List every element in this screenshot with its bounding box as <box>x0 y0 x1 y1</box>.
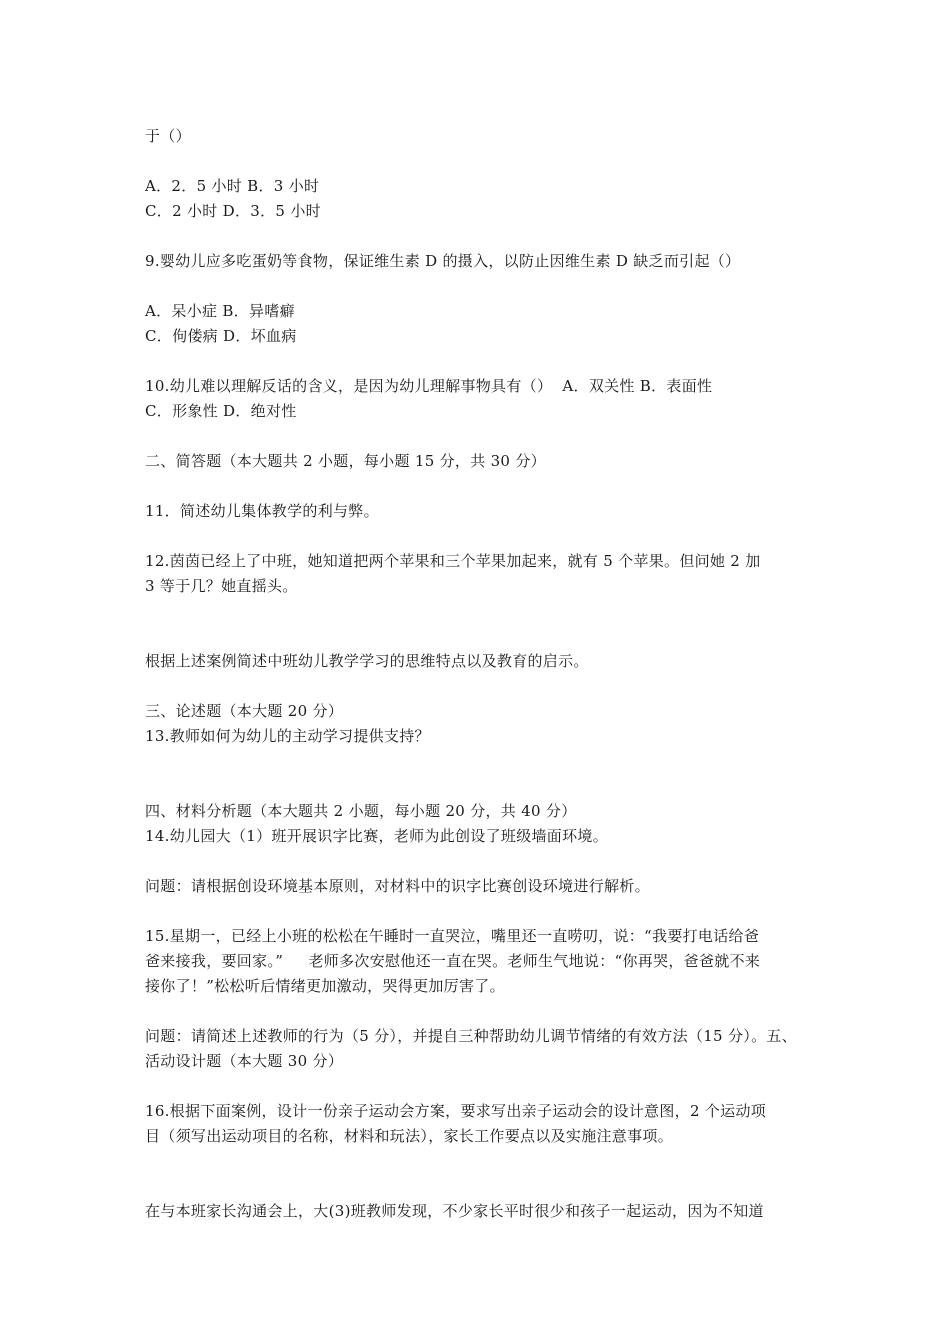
text-line: 3 等于几？她直摇头。 <box>145 577 298 595</box>
text-line: 目（须写出运动项目的名称，材料和玩法），家长工作要点以及实施注意事项。 <box>145 1127 674 1145</box>
text-line: 9.婴幼儿应多吃蛋奶等食物，保证维生素 D 的摄入，以防止因维生素 D 缺乏而引起（） <box>145 252 741 270</box>
text-line: 根据上述案例简述中班幼儿教学学习的思维特点以及教育的启示。 <box>145 652 589 670</box>
text-line: A．呆小症 B．异嗜癖 <box>145 302 295 320</box>
section-heading: 三、论述题（本大题 20 分） <box>145 702 344 720</box>
section-heading: 二、简答题（本大题共 2 小题，每小题 15 分，共 30 分） <box>145 452 546 470</box>
text-line: 12.茵茵已经上了中班，她知道把两个苹果和三个苹果加起来，就有 5 个苹果。但问她 2 加 <box>145 552 761 570</box>
text-line: 问题：请根据创设环境基本原则，对材料中的识字比赛创设环境进行解析。 <box>145 877 650 895</box>
text-line: 于（） <box>145 127 191 145</box>
text-line: 15.星期一，已经上小班的松松在午睡时一直哭泣，嘴里还一直唠叨，说：“我要打电话给爸 <box>145 927 760 945</box>
text-line: 14.幼儿园大（1）班开展识字比赛，老师为此创设了班级墙面环境。 <box>145 827 609 845</box>
text-line: 16.根据下面案例，设计一份亲子运动会方案，要求写出亲子运动会的设计意图，2 个运动项 <box>145 1102 767 1120</box>
text-line: 问题：请简述上述教师的行为（5 分），并提自三种帮助幼儿调节情绪的有效方法（15 分）。五、 <box>145 1027 797 1045</box>
text-line: A．2．5 小时 B．3 小时 <box>145 177 320 195</box>
text-line: 11．简述幼儿集体教学的利与弊。 <box>145 502 379 520</box>
section-heading: 四、材料分析题（本大题共 2 小题，每小题 20 分，共 40 分） <box>145 802 577 820</box>
text-line: 活动设计题（本大题 30 分） <box>145 1052 344 1070</box>
text-line: C．2 小时 D．3．5 小时 <box>145 202 321 220</box>
text-line: C．佝偻病 D．坏血病 <box>145 327 297 345</box>
text-line: 10.幼儿难以理解反话的含义，是因为幼儿理解事物具有（） A．双关性 B．表面性 <box>145 377 713 395</box>
text-line: C．形象性 D．绝对性 <box>145 402 297 420</box>
text-line: 接你了！”松松听后情绪更加激动，哭得更加厉害了。 <box>145 977 505 995</box>
text-line: 在与本班家长沟通会上，大(3)班教师发现，不少家长平时很少和孩子一起运动，因为不知道 <box>145 1202 764 1220</box>
text-line: 13.教师如何为幼儿的主动学习提供支持？ <box>145 727 430 745</box>
text-line: 爸来接我，要回家。” 老师多次安慰他还一直在哭。老师生气地说：“你再哭，爸爸就不来 <box>145 952 761 970</box>
